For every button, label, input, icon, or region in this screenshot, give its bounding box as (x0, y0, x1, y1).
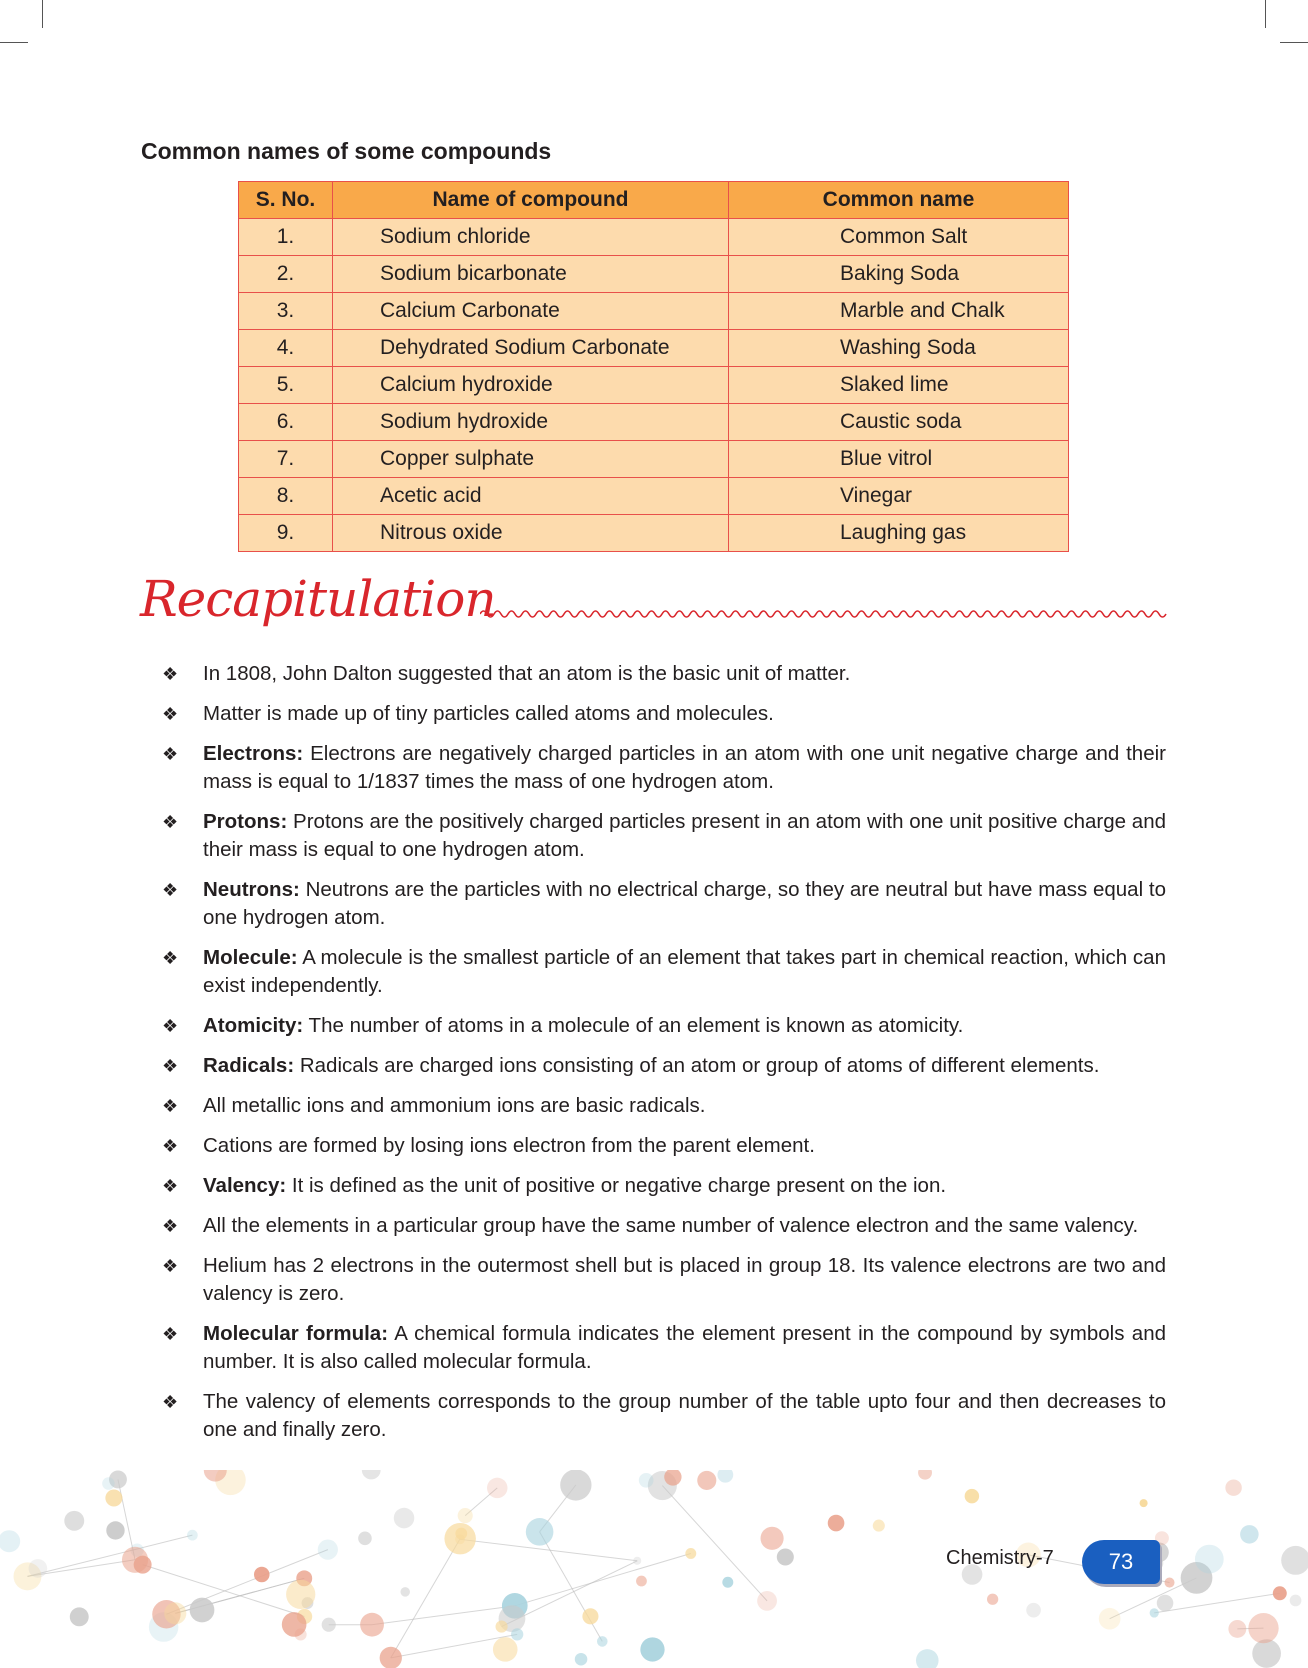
atom-circle (526, 1518, 554, 1546)
list-item (162, 1388, 1166, 1444)
cell-sno: 9. (239, 515, 333, 552)
bullet-icon: ❖ (162, 880, 179, 900)
atom-circle (1248, 1613, 1278, 1643)
bond-line (391, 1539, 460, 1658)
atom-circle (64, 1511, 84, 1531)
cell-common: Marble and Chalk (729, 293, 1069, 330)
bullet-icon: ❖ (162, 1256, 179, 1276)
term: Molecule: (203, 946, 298, 969)
item-text: Radicals are charged ions consisting of an atom or group of atoms of different elements. (294, 1054, 1100, 1077)
atom-circle (685, 1548, 696, 1559)
list-item (162, 876, 1166, 932)
atom-circle (1099, 1608, 1121, 1630)
item-text: Helium has 2 electrons in the outermost shell but is placed in group 18. Its valence electrons are two and valency is zero. (203, 1254, 1166, 1305)
cell-sno: 3. (239, 293, 333, 330)
list-item (162, 740, 1166, 796)
atom-circle (0, 1530, 20, 1552)
atom-circle (1150, 1608, 1159, 1617)
atom-circle (444, 1523, 475, 1554)
bond-line (372, 1606, 515, 1625)
bullet-icon: ❖ (162, 1216, 179, 1236)
table-row (239, 330, 1069, 367)
atom-circle (697, 1471, 716, 1490)
atom-circle (777, 1549, 794, 1566)
recapitulation-header (140, 570, 1170, 650)
cell-sno: 1. (239, 219, 333, 256)
atom-circle (1140, 1499, 1148, 1507)
bullet-icon: ❖ (162, 1096, 179, 1116)
bullet-icon: ❖ (162, 664, 179, 684)
bond-line (515, 1553, 691, 1605)
cell-sno: 6. (239, 404, 333, 441)
table-row (239, 293, 1069, 330)
term: Protons: (203, 810, 288, 833)
cell-name: Dehydrated Sodium Carbonate (333, 330, 729, 367)
atom-circle (965, 1489, 979, 1503)
bond-line (540, 1532, 603, 1642)
cell-sno: 5. (239, 367, 333, 404)
cell-name: Sodium bicarbonate (333, 256, 729, 293)
atom-circle (1195, 1545, 1224, 1574)
list-item (162, 1172, 1166, 1200)
crop-mark (42, 0, 43, 28)
cell-common: Vinegar (729, 478, 1069, 515)
item-text: In 1808, John Dalton suggested that an atom is the basic unit of matter. (203, 662, 851, 685)
cell-sno: 4. (239, 330, 333, 367)
atom-circle (987, 1594, 998, 1605)
table-row (239, 441, 1069, 478)
list-item (162, 944, 1166, 1000)
section-heading: Common names of some compounds (141, 138, 552, 164)
bullet-icon: ❖ (162, 1176, 179, 1196)
atom-circle (286, 1580, 315, 1609)
cell-common: Laughing gas (729, 515, 1069, 552)
atom-circle (717, 1470, 733, 1483)
list-item (162, 1132, 1166, 1160)
bullet-icon: ❖ (162, 704, 179, 724)
bullet-icon: ❖ (162, 1136, 179, 1156)
table-row (239, 367, 1069, 404)
atom-circle (560, 1470, 591, 1501)
atom-circle (187, 1530, 198, 1541)
atom-circle (254, 1567, 270, 1583)
atom-circle (487, 1478, 507, 1498)
atom-circle (164, 1602, 186, 1624)
cell-common: Blue vitrol (729, 441, 1069, 478)
book-title: Chemistry-7 (946, 1547, 1054, 1569)
header-sno: S. No. (239, 182, 333, 219)
item-text: It is defined as the unit of positive or negative charge present on the ion. (286, 1174, 947, 1197)
atom-circle (358, 1532, 372, 1546)
cell-name: Copper sulphate (333, 441, 729, 478)
bond-line (662, 1486, 767, 1601)
atom-circle (318, 1539, 338, 1559)
table-row (239, 478, 1069, 515)
cell-common: Caustic soda (729, 404, 1069, 441)
atom-circle (106, 1521, 124, 1539)
atom-circle (1290, 1595, 1302, 1607)
recapitulation-title: Recapitulation (140, 570, 496, 628)
atom-circle (29, 1559, 48, 1578)
cell-name: Calcium hydroxide (333, 367, 729, 404)
list-item (162, 1012, 1166, 1040)
atom-circle (1165, 1578, 1175, 1588)
bullet-icon: ❖ (162, 948, 179, 968)
item-text: The valency of elements corresponds to the group number of the table upto four and then decreases to one and finally zero. (203, 1390, 1166, 1441)
atom-circle (1281, 1546, 1308, 1575)
term: Neutrons: (203, 878, 300, 901)
table-row (239, 256, 1069, 293)
term: Radicals: (203, 1054, 295, 1077)
crop-mark (1280, 42, 1308, 43)
bullet-icon: ❖ (162, 1016, 179, 1036)
item-text: All the elements in a particular group have the same number of valence electron and the same valency. (203, 1214, 1139, 1237)
atom-circle (575, 1653, 588, 1666)
bullet-icon: ❖ (162, 1324, 179, 1344)
list-item (162, 1320, 1166, 1376)
atom-circle (122, 1547, 148, 1573)
atom-circle (916, 1649, 939, 1668)
term: Atomicity: (203, 1014, 304, 1037)
atom-circle (400, 1587, 410, 1597)
atom-circle (458, 1508, 473, 1523)
atom-circle (918, 1470, 932, 1480)
cell-common: Slaked lime (729, 367, 1069, 404)
table-row (239, 219, 1069, 256)
item-text: Electrons are negatively charged particles in an atom with one unit negative charge and their mass is equal to 1/1837 times the mass of one hydrogen atom. (203, 742, 1166, 793)
atom-circle (633, 1557, 641, 1565)
bullet-icon: ❖ (162, 1392, 179, 1412)
crop-mark (0, 42, 28, 43)
atom-circle (761, 1527, 784, 1550)
atom-circle (636, 1576, 647, 1587)
atom-circle (597, 1636, 608, 1647)
cell-name: Sodium chloride (333, 219, 729, 256)
item-text: All metallic ions and ammonium ions are basic radicals. (203, 1094, 706, 1117)
atom-circle (639, 1473, 654, 1488)
table-header-row (239, 182, 1069, 219)
atom-circle (70, 1607, 89, 1626)
atom-circle (722, 1577, 733, 1588)
bullet-icon: ❖ (162, 812, 179, 832)
cell-common: Baking Soda (729, 256, 1069, 293)
cell-name: Sodium hydroxide (333, 404, 729, 441)
atom-circle (322, 1618, 336, 1632)
atom-circle (828, 1515, 845, 1532)
header-compound: Name of compound (333, 182, 729, 219)
bond-line (460, 1539, 637, 1560)
cell-name: Acetic acid (333, 478, 729, 515)
atom-circle (102, 1477, 114, 1489)
atom-circle (362, 1470, 381, 1479)
atom-circle (282, 1612, 307, 1637)
table-row (239, 404, 1069, 441)
atom-circle (511, 1628, 523, 1640)
recap-list (162, 660, 1166, 1456)
atom-circle (757, 1591, 777, 1611)
bond-line (27, 1535, 192, 1576)
cell-name: Calcium Carbonate (333, 293, 729, 330)
item-text: Protons are the positively charged particles present in an atom with one unit positive charge and their mass is equal to one hydrogen atom. (203, 810, 1166, 861)
atom-circle (190, 1598, 215, 1623)
header-common-name: Common name (729, 182, 1069, 219)
atom-circle (493, 1637, 518, 1662)
atom-circle (105, 1489, 122, 1506)
page-number: 73 (1082, 1540, 1160, 1584)
atom-circle (1273, 1586, 1287, 1600)
atom-circle (1228, 1620, 1246, 1638)
cell-common: Common Salt (729, 219, 1069, 256)
atom-circle (394, 1508, 415, 1529)
list-item (162, 1212, 1166, 1240)
cell-sno: 2. (239, 256, 333, 293)
wavy-underline (480, 606, 1170, 622)
cell-sno: 7. (239, 441, 333, 478)
crop-mark (1265, 0, 1266, 28)
table-row (239, 515, 1069, 552)
atom-circle (582, 1608, 598, 1624)
compounds-table (238, 181, 1069, 552)
bullet-icon: ❖ (162, 1056, 179, 1076)
item-text: Cations are formed by losing ions electron from the parent element. (203, 1134, 815, 1157)
item-text: Neutrons are the particles with no electrical charge, so they are neutral but have mass equal to one hydrogen atom. (203, 878, 1166, 929)
atom-circle (360, 1613, 384, 1637)
term: Valency: (203, 1174, 287, 1197)
atom-circle (1225, 1479, 1241, 1495)
atom-circle (380, 1647, 402, 1668)
cell-sno: 8. (239, 478, 333, 515)
list-item (162, 808, 1166, 864)
list-item (162, 660, 1166, 688)
atom-circle (1240, 1525, 1259, 1544)
term: Molecular formula: (203, 1322, 389, 1345)
bullet-icon: ❖ (162, 744, 179, 764)
list-item (162, 1052, 1166, 1080)
item-text: A molecule is the smallest particle of an element that takes part in chemical reaction, which can exist independently. (203, 946, 1166, 997)
atom-circle (496, 1621, 508, 1633)
cell-common: Washing Soda (729, 330, 1069, 367)
cell-name: Nitrous oxide (333, 515, 729, 552)
atom-circle (873, 1520, 885, 1532)
item-text: Matter is made up of tiny particles called atoms and molecules. (203, 702, 774, 725)
atom-circle (640, 1637, 664, 1661)
list-item (162, 1092, 1166, 1120)
term: Electrons: (203, 742, 304, 765)
list-item (162, 1252, 1166, 1308)
item-text: The number of atoms in a molecule of an element is known as atomicity. (303, 1014, 964, 1037)
atom-circle (1252, 1639, 1281, 1668)
list-item (162, 700, 1166, 728)
atom-circle (1157, 1595, 1174, 1612)
item-text: A chemical formula indicates the element present in the compound by symbols and number. It is also called molecular formula. (203, 1322, 1166, 1373)
atom-circle (1026, 1603, 1041, 1618)
